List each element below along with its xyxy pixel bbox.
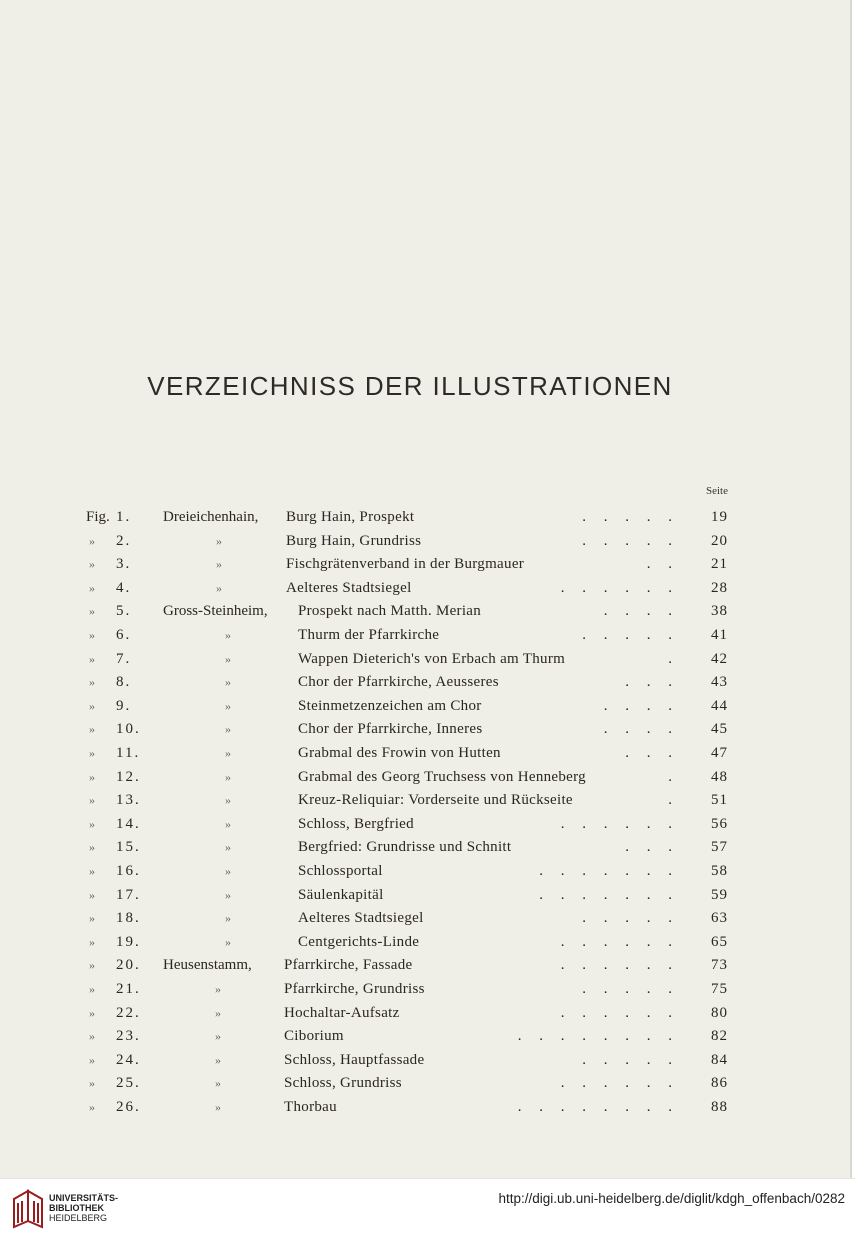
list-item <box>0 648 852 671</box>
dot-leaders: . . . <box>625 745 672 761</box>
illustration-title: Chor der Pfarrkirche, Inneres <box>298 721 483 738</box>
figure-number: 4. <box>116 579 132 596</box>
permalink-url[interactable]: http://digi.ub.uni-heidelberg.de/diglit/kdgh_offenbach/0282 <box>498 1191 845 1206</box>
location: Gross-Steinheim, <box>163 603 268 620</box>
page-number: 88 <box>711 1099 728 1115</box>
dot-leaders: . . . . . . <box>560 1075 672 1092</box>
page-number: 56 <box>711 815 728 832</box>
illustration-title: Steinmetzenzeichen am Chor <box>298 697 482 714</box>
page-number: 21 <box>711 556 728 573</box>
figure-number: 25. <box>116 1075 141 1092</box>
location: Dreieichenhain, <box>163 509 259 525</box>
ditto-mark: » <box>89 533 95 548</box>
location: » <box>225 816 231 831</box>
library-logo-icon[interactable] <box>8 1187 48 1233</box>
page-number: 82 <box>711 1028 728 1045</box>
ditto-mark: » <box>89 769 95 784</box>
list-item <box>0 1096 852 1119</box>
dot-leaders: . . . <box>625 674 672 691</box>
dot-leaders: . . . . . <box>582 532 672 549</box>
ditto-mark: » <box>89 793 95 808</box>
location: » <box>225 911 231 926</box>
location: » <box>215 1052 221 1067</box>
list-item <box>0 931 852 954</box>
ditto-mark: » <box>89 722 95 737</box>
figure-number: 16. <box>116 863 141 879</box>
location: » <box>215 1005 221 1020</box>
ditto-mark: » <box>89 864 95 878</box>
list-item <box>0 978 852 1001</box>
figure-number: 14. <box>116 815 141 832</box>
illustration-title: Schlossportal <box>298 863 383 879</box>
page-number: 44 <box>711 697 728 714</box>
list-item <box>0 1072 852 1095</box>
figure-number: 9. <box>116 697 132 714</box>
dot-leaders: . . . . . . . . <box>517 1028 672 1045</box>
ditto-mark: » <box>89 982 95 996</box>
figure-number: 11. <box>116 745 141 761</box>
figure-number: 20. <box>116 957 141 974</box>
page-number: 86 <box>711 1075 728 1092</box>
ditto-mark: » <box>89 887 95 902</box>
ditto-mark: » <box>89 1100 95 1114</box>
dot-leaders: . . . . . . <box>560 579 672 596</box>
location: » <box>225 651 231 666</box>
location: » <box>225 628 231 642</box>
illustration-title: Thurm der Pfarrkirche <box>298 627 440 643</box>
ditto-mark: » <box>89 958 95 973</box>
figure-number: 6. <box>116 627 132 643</box>
figure-number: 10. <box>116 721 141 738</box>
illustration-title: Prospekt nach Matth. Merian <box>298 603 482 620</box>
list-item <box>0 624 852 647</box>
location: » <box>225 793 231 808</box>
illustration-title: Grabmal des Georg Truchsess von Henneberg <box>298 768 586 785</box>
list-item <box>0 671 852 694</box>
dot-leaders: . . . . . . <box>560 957 672 974</box>
ditto-mark: » <box>89 1029 95 1044</box>
ditto-mark: » <box>89 1076 95 1091</box>
figure-number: 19. <box>116 933 141 950</box>
illustration-title: Chor der Pfarrkirche, Aeusseres <box>298 674 499 691</box>
illustration-title: Grabmal des Frowin von Hutten <box>298 745 501 761</box>
dot-leaders: . <box>668 792 672 809</box>
location: » <box>225 840 231 855</box>
library-name <box>49 1193 118 1223</box>
location: » <box>225 769 231 784</box>
dot-leaders: . . . . <box>603 721 672 738</box>
figure-number: 3. <box>116 556 132 573</box>
fig-label: Fig. <box>86 509 110 525</box>
ditto-mark: » <box>89 816 95 831</box>
location: » <box>216 533 222 548</box>
illustration-title: Pfarrkirche, Fassade <box>284 957 413 974</box>
dot-leaders: . . . . . <box>582 981 672 997</box>
illustration-title: Schloss, Hauptfassade <box>284 1051 425 1068</box>
ditto-mark: » <box>89 604 95 619</box>
ditto-mark: » <box>89 628 95 642</box>
figure-number: 22. <box>116 1004 141 1021</box>
figure-number: 23. <box>116 1028 141 1045</box>
location: » <box>215 1029 221 1044</box>
page-number: 59 <box>711 886 728 903</box>
list-item <box>0 766 852 789</box>
illustration-title: Fischgrätenverband in der Burgmauer <box>286 556 525 573</box>
illustration-title: Hochaltar-Aufsatz <box>284 1004 400 1021</box>
page-number: 41 <box>711 627 728 643</box>
list-item <box>0 836 852 859</box>
location: » <box>215 1076 221 1091</box>
figure-number: 8. <box>116 674 132 691</box>
list-item <box>0 600 852 623</box>
page-number: 63 <box>711 910 728 927</box>
ditto-mark: » <box>89 651 95 666</box>
page-number: 42 <box>711 650 728 667</box>
location: » <box>225 746 231 760</box>
location: » <box>225 675 231 690</box>
ditto-mark: » <box>89 934 95 949</box>
location: » <box>225 698 231 713</box>
dot-leaders: . . . . . . <box>560 933 672 950</box>
page-number: 28 <box>711 579 728 596</box>
dot-leaders: . . . . . <box>582 910 672 927</box>
figure-number: 5. <box>116 603 132 620</box>
list-item <box>0 954 852 977</box>
figure-number: 21. <box>116 981 141 997</box>
illustration-title: Pfarrkirche, Grundriss <box>284 981 425 997</box>
list-item <box>0 553 852 576</box>
location: Heusenstamm, <box>163 957 252 974</box>
list-item <box>0 907 852 930</box>
page-number: 73 <box>711 957 728 974</box>
illustration-title: Thorbau <box>284 1099 337 1115</box>
library-name-line1: UNIVERSITÄTS- <box>49 1193 119 1203</box>
page-number: 51 <box>711 792 728 809</box>
list-item <box>0 789 852 812</box>
page-number: 80 <box>711 1004 728 1021</box>
illustration-title: Ciborium <box>284 1028 344 1045</box>
dot-leaders: . . . <box>625 839 672 856</box>
dot-leaders: . . . . . . <box>560 1004 672 1021</box>
illustration-title: Aelteres Stadtsiegel <box>298 910 424 927</box>
list-item <box>0 1025 852 1048</box>
location: » <box>216 557 222 572</box>
illustration-title: Wappen Dieterich's von Erbach am Thurm <box>298 650 566 667</box>
figure-number: 12. <box>116 768 141 785</box>
list-item <box>0 506 852 529</box>
figure-number: 15. <box>116 839 141 856</box>
page-number: 57 <box>711 839 728 856</box>
dot-leaders: . . . . . . . <box>539 886 672 903</box>
location: » <box>216 580 222 595</box>
ditto-mark: » <box>89 675 95 690</box>
list-item <box>0 577 852 600</box>
location: » <box>225 887 231 902</box>
illustration-title: Centgerichts-Linde <box>298 933 420 950</box>
list-item <box>0 1002 852 1025</box>
library-name-line3: HEIDELBERG <box>49 1213 108 1223</box>
dot-leaders: . . . . . <box>582 1051 672 1068</box>
list-item <box>0 860 852 883</box>
illustration-title: Bergfried: Grundrisse und Schnitt <box>298 839 512 856</box>
figure-number: 2. <box>116 532 132 549</box>
ditto-mark: » <box>89 1005 95 1020</box>
dot-leaders: . . . . <box>603 697 672 714</box>
illustration-title: Aelteres Stadtsiegel <box>286 579 412 596</box>
ditto-mark: » <box>89 580 95 595</box>
page-number: 38 <box>711 603 728 620</box>
list-item <box>0 813 852 836</box>
page-number: 48 <box>711 768 728 785</box>
figure-number: 17. <box>116 886 141 903</box>
list-item <box>0 530 852 553</box>
list-item <box>0 742 852 765</box>
page-number: 84 <box>711 1051 728 1068</box>
location: » <box>215 982 221 996</box>
page-number: 45 <box>711 721 728 738</box>
library-name-line2: BIBLIOTHEK <box>49 1203 104 1213</box>
figure-number: 1. <box>116 509 132 525</box>
page-number: 65 <box>711 933 728 950</box>
dot-leaders: . . . . . . <box>560 815 672 832</box>
dot-leaders: . . . . . <box>582 627 672 643</box>
ditto-mark: » <box>89 746 95 760</box>
ditto-mark: » <box>89 1052 95 1067</box>
footer-bar <box>0 1178 855 1241</box>
figure-number: 18. <box>116 910 141 927</box>
page-column-header: Seite <box>706 485 728 497</box>
location: » <box>225 722 231 737</box>
illustration-title: Kreuz-Reliquiar: Vorderseite und Rückseite <box>298 792 573 809</box>
dot-leaders: . . <box>646 556 672 573</box>
page-number: 19 <box>711 509 728 525</box>
illustration-title: Burg Hain, Grundriss <box>286 532 422 549</box>
list-item <box>0 718 852 741</box>
list-item <box>0 884 852 907</box>
dot-leaders: . . . . . . . <box>539 863 672 879</box>
location: » <box>225 934 231 949</box>
page-number: 43 <box>711 674 728 691</box>
location: » <box>215 1100 221 1114</box>
list-item <box>0 1049 852 1072</box>
dot-leaders: . <box>668 650 672 667</box>
page-number: 20 <box>711 532 728 549</box>
dot-leaders: . . . . . <box>582 509 672 525</box>
figure-number: 24. <box>116 1051 141 1068</box>
ditto-mark: » <box>89 698 95 713</box>
location: » <box>225 864 231 878</box>
illustration-title: Säulenkapitäl <box>298 886 384 903</box>
figure-number: 7. <box>116 650 132 667</box>
page-number: 58 <box>711 863 728 879</box>
page-number: 75 <box>711 981 728 997</box>
page-title: VERZEICHNISS DER ILLUSTRATIONEN <box>147 371 673 401</box>
illustration-title: Schloss, Bergfried <box>298 815 414 832</box>
ditto-mark: » <box>89 557 95 572</box>
page-number: 47 <box>711 745 728 761</box>
figure-number: 13. <box>116 792 141 809</box>
dot-leaders: . . . . . . . . <box>517 1099 672 1115</box>
illustration-title: Burg Hain, Prospekt <box>286 509 415 525</box>
ditto-mark: » <box>89 911 95 926</box>
dot-leaders: . . . . <box>603 603 672 620</box>
list-item <box>0 695 852 718</box>
dot-leaders: . <box>668 768 672 785</box>
figure-number: 26. <box>116 1099 141 1115</box>
illustration-title: Schloss, Grundriss <box>284 1075 402 1092</box>
ditto-mark: » <box>89 840 95 855</box>
